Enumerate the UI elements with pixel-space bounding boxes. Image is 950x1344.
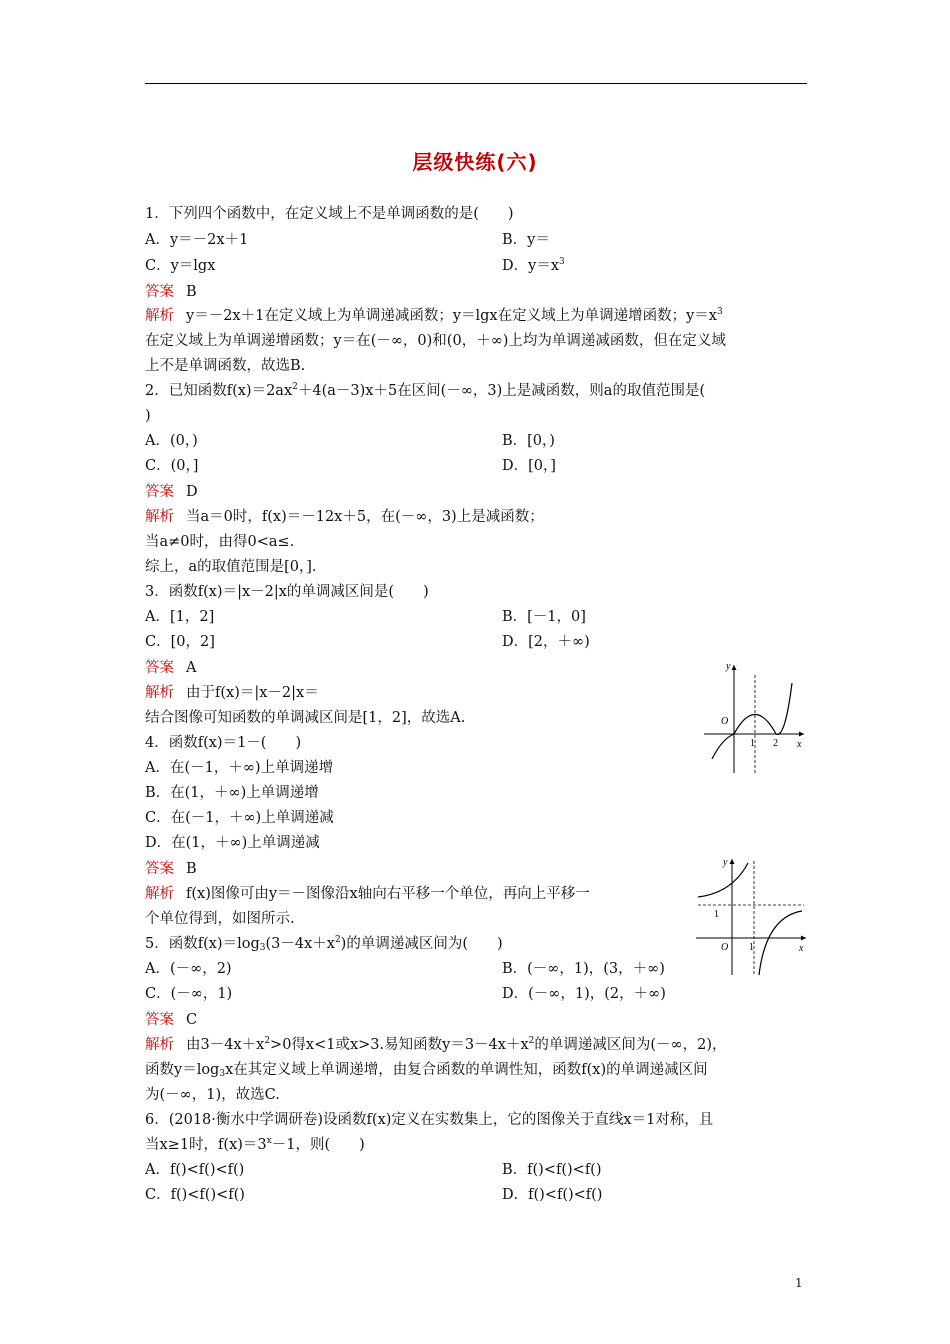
q5-stem: 5．函数$f(x)=\log_3(3-4x+x^2)$的单调递减区间为( )	[145, 935, 503, 953]
q1-answer: 答案 B	[145, 284, 197, 300]
q3-option-d: D．[2，＋∞)	[502, 634, 590, 650]
q4-option-b: B．在(1，＋∞)上单调递增	[145, 785, 319, 801]
x-axis-label: x	[799, 943, 804, 954]
q3-stem: 3．函数f(x)＝|x－2|x的单调减区间是( )	[145, 584, 429, 600]
tick-label-x1: 1	[749, 942, 754, 953]
q1-explanation-1: 解析 y＝－2x＋1在定义域上为单调递减函数；y＝lgx在定义域上为单调递增函数；$y=x^3$	[145, 307, 723, 324]
q6-option-d: D．f()<f()<f()	[502, 1187, 603, 1203]
q6-option-b: B．f()<f()<f()	[502, 1162, 602, 1178]
y-axis-label: y	[723, 857, 728, 868]
q5-answer: 答案 C	[145, 1012, 198, 1028]
origin-label: O	[721, 716, 729, 727]
q3-explanation-2: 结合图像可知函数的单调减区间是[1，2]，故选A.	[145, 710, 466, 726]
q3-option-b: B．[－1，0]	[502, 609, 586, 625]
q2-option-b: B．[0，)	[502, 433, 555, 449]
q2-option-d: D．[0，]	[502, 458, 556, 474]
q2-option-c: C．(0，]	[145, 458, 199, 474]
page-title: 层级快练(六)	[412, 150, 538, 174]
q4-answer: 答案 B	[145, 861, 197, 877]
q6-stem-1: 6．(2018·衡水中学调研卷)设函数f(x)定义在实数集上，它的图像关于直线x＝1对称，且	[145, 1112, 714, 1128]
q2-stem-cont: )	[145, 408, 151, 424]
q2-explanation-1: 解析 当a＝0时，f(x)＝－12x＋5，在(－∞，3)上是减函数；	[145, 509, 544, 525]
y-axis-label: y	[726, 661, 731, 672]
q3-option-a: A．[1，2]	[145, 609, 215, 625]
page-number: 1	[795, 1276, 803, 1290]
q5-explanation-2: 函数$y=\log_3x$在其定义域上单调递增，由复合函数的单调性知，函数f(x)的单调递减区间	[145, 1062, 708, 1079]
q1-explanation-2: 在定义域上为单调递增函数；y＝在(－∞，0)和(0，＋∞)上均为单调递减函数，但在定义域	[145, 333, 726, 349]
q1-explanation-3: 上不是单调函数，故选B.	[145, 358, 306, 374]
q1-option-a: A．y＝－2x＋1	[145, 232, 249, 248]
q6-option-c: C．f()<f()<f()	[145, 1187, 245, 1203]
q6-option-a: A．f()<f()<f()	[145, 1162, 245, 1178]
tick-label-1: 1	[750, 738, 755, 749]
q5-option-d: D．(－∞，1)，(2，＋∞)	[502, 986, 666, 1002]
q1-option-d: D．$y=x^3$	[502, 257, 565, 274]
q2-answer: 答案 D	[145, 484, 198, 500]
tick-label-y1: 1	[714, 909, 719, 920]
q3-explanation-1: 解析 由于f(x)＝|x－2|x＝	[145, 685, 319, 701]
q2-explanation-3: 综上，a的取值范围是[0，].	[145, 559, 317, 575]
q1-option-c: C．y＝lgx	[145, 258, 216, 274]
curve-left-branch	[698, 863, 748, 897]
origin-label: O	[721, 942, 729, 953]
q5-explanation-3: 为(－∞，1)，故选C.	[145, 1087, 280, 1103]
q4-graph-figure	[692, 855, 810, 977]
q1-stem: 1．下列四个函数中，在定义域上不是单调函数的是( )	[145, 206, 514, 222]
x-axis-arrow	[801, 936, 806, 941]
q3-answer: 答案 A	[145, 660, 197, 676]
q2-explanation-2: 当a≠0时，由得0<a≤.	[145, 534, 295, 550]
q4-explanation-2: 个单位得到，如图所示.	[145, 911, 295, 927]
q4-stem: 4．函数f(x)＝1－( )	[145, 735, 302, 751]
q3-option-c: C．[0，2]	[145, 634, 215, 650]
header-rule	[145, 83, 807, 84]
tick-label-2: 2	[773, 738, 778, 749]
x-axis-label: x	[797, 739, 802, 750]
q4-option-d: D．在(1，＋∞)上单调递减	[145, 835, 320, 851]
y-axis-arrow	[730, 859, 735, 864]
q4-option-a: A．在(－1，＋∞)上单调递增	[145, 760, 334, 776]
x-axis-arrow	[799, 732, 804, 737]
y-axis-arrow	[732, 665, 737, 670]
q3-graph-figure	[700, 655, 810, 777]
q2-stem: 2．已知函数$f(x)=2ax^2+4(a-3)x+5$在区间(－∞，3)上是减函数，则a的取值范围是(	[145, 382, 706, 399]
q5-option-b: B．(－∞，1)，(3，＋∞)	[502, 961, 665, 977]
q4-option-c: C．在(－1，＋∞)上单调递减	[145, 810, 334, 826]
q4-explanation-1: 解析 f(x)图像可由y＝－图像沿x轴向右平移一个单位，再向上平移一	[145, 886, 590, 902]
q5-option-a: A．(－∞，2)	[145, 961, 232, 977]
q5-option-c: C．(－∞，1)	[145, 986, 233, 1002]
q6-stem-2: 当x≥1时，$f(x)=3^x-1$，则( )	[145, 1136, 365, 1153]
q1-option-b: B．y＝	[502, 232, 550, 248]
q5-explanation-1: 解析 由$3-4x+x^2>0$得x<1或x>3.易知函数$y=3-4x+x^2$的单调递减区间为(－∞，2)，	[145, 1036, 727, 1053]
q2-option-a: A．(0，)	[145, 433, 198, 449]
curve-right-branch	[759, 911, 802, 975]
